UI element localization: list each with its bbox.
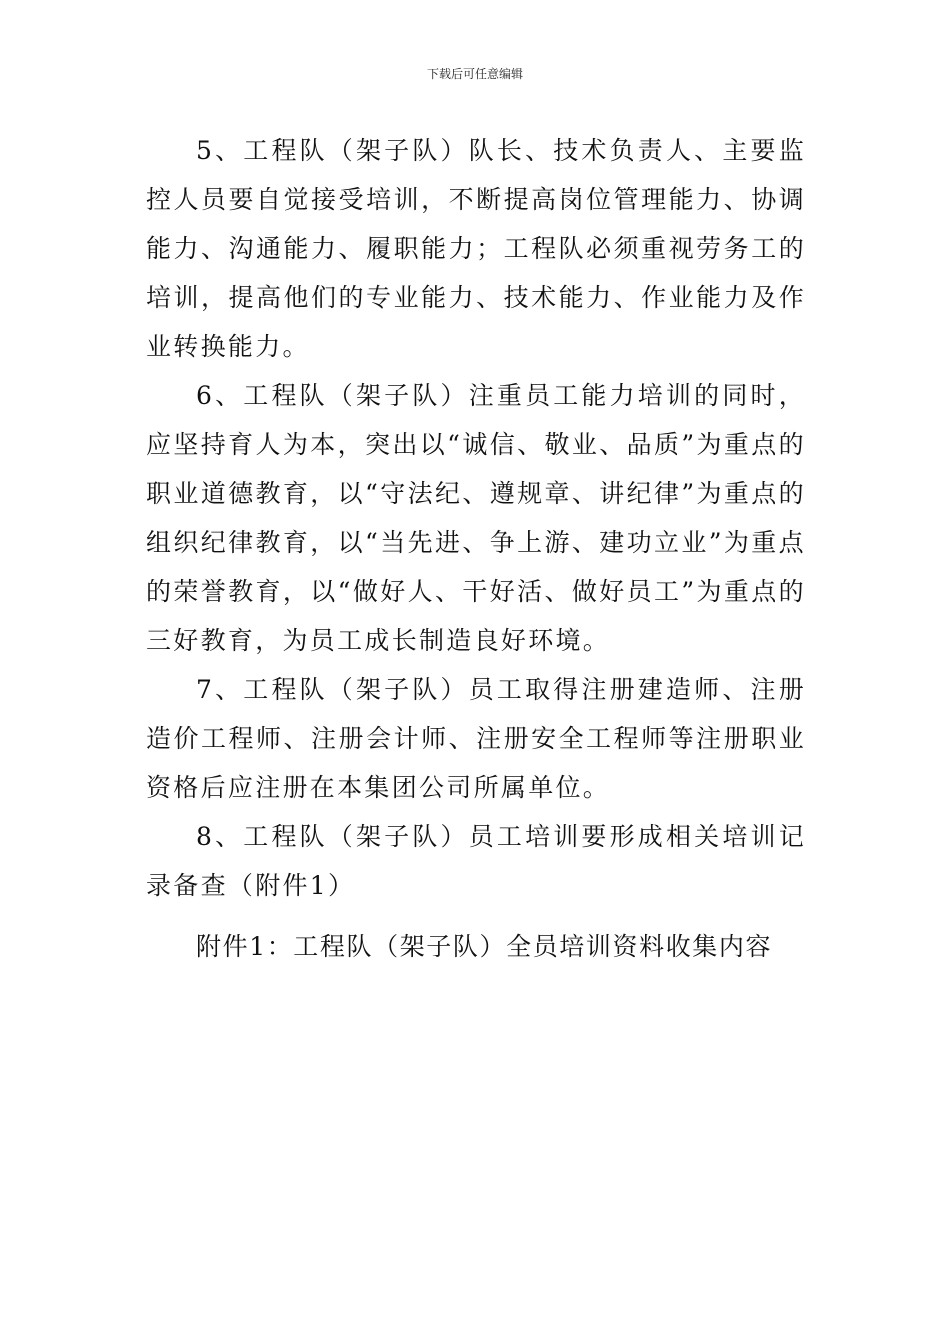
paragraph-item-6: 6、工程队（架子队）注重员工能力培训的同时，应坚持育人为本，突出以“诚信、敬业、品质”为重点的职业道德教育，以“守法纪、遵规章、讲纪律”为重点的组织纪律教育，以“当先进、争上游、建功立业”为重点的荣誉教育，以“做好人、干好活、做好员工”为重点的三好教育，为员工成长制造良好环境。: [146, 381, 806, 655]
page-header-note: 下载后可任意编辑: [426, 67, 523, 81]
document-body: [146, 126, 806, 910]
paragraph-item-8: 8、工程队（架子队）员工培训要形成相关培训记录备查（附件1）: [146, 822, 806, 900]
paragraph-item-5: 5、工程队（架子队）队长、技术负责人、主要监控人员要自觉接受培训，不断提高岗位管理能力、协调能力、沟通能力、履职能力；工程队必须重视劳务工的培训，提高他们的专业能力、技术能力、作业能力及作业转换能力。: [146, 136, 806, 361]
attachment-title: 附件1：工程队（架子队）全员培训资料收集内容: [196, 932, 773, 961]
paragraph-item-7: 7、工程队（架子队）员工取得注册建造师、注册造价工程师、注册会计师、注册安全工程师等注册职业资格后应注册在本集团公司所属单位。: [146, 675, 806, 802]
